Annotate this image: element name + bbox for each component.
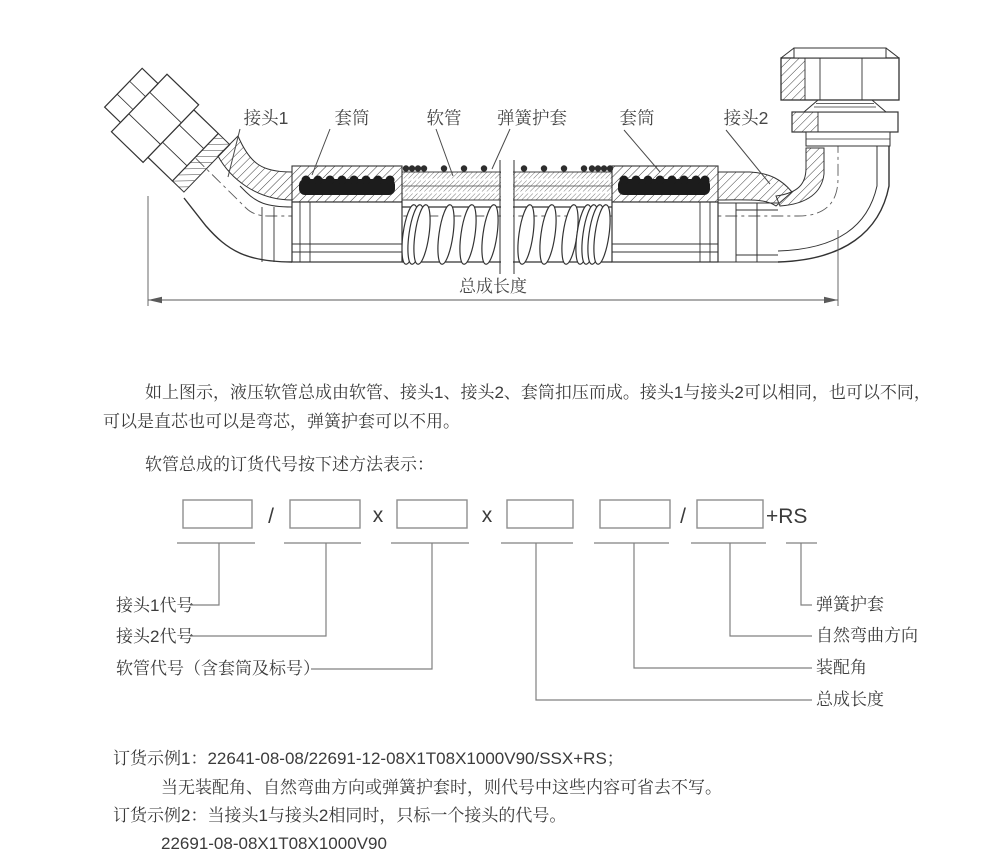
order-examples xyxy=(113,749,722,853)
example2-line: 订货示例2：当接头1与接头2相同时，只标一个接头的代号。 xyxy=(113,806,567,825)
left-fitting-joint1 xyxy=(96,59,292,262)
intro-line1: 如上图示，液压软管总成由软管、接头1、接头2、套筒扣压而成。接头1与接头2可以相同，也可以不同， xyxy=(145,383,931,402)
separator-slash2: / xyxy=(680,505,686,528)
label-joint1-code: 接头1代号 xyxy=(116,596,194,615)
label-joint2-code: 接头2代号 xyxy=(116,627,194,646)
callout-joint1: 接头1 xyxy=(243,108,289,128)
right-fitting-cone xyxy=(804,100,886,112)
callout-sleeve-right: 套筒 xyxy=(619,108,655,128)
intro-paragraph xyxy=(103,383,931,474)
sleeve-left-section xyxy=(292,166,402,202)
leader-bend xyxy=(730,543,812,636)
label-spring-guard: 弹簧护套 xyxy=(816,595,884,614)
dimension-arrow-left xyxy=(148,297,162,303)
code-intro-line: 软管总成的订货代号按下述方法表示： xyxy=(145,455,434,474)
code-box-joint2 xyxy=(290,500,360,528)
left-fitting-outer-curve xyxy=(184,198,292,262)
sleeve-right-section xyxy=(612,166,718,202)
leader-angle xyxy=(634,543,812,668)
code-box-length xyxy=(507,500,573,528)
label-hose-code: 软管代号（含套筒及标号） xyxy=(116,659,320,678)
callout-joint2: 接头2 xyxy=(723,108,769,128)
left-pipe-steps xyxy=(262,207,274,262)
callout-spring-guard: 弹簧护套 xyxy=(497,108,567,128)
example2-code: 22691-08-08X1T08X1000V90 xyxy=(161,834,387,853)
code-box-joint1 xyxy=(183,500,252,528)
right-fitting-joint2 xyxy=(718,48,899,262)
callout-hose: 软管 xyxy=(426,108,462,128)
separator-x2: x xyxy=(481,504,493,527)
separator-slash1: / xyxy=(268,505,274,528)
right-fitting-vertical-wall xyxy=(776,148,824,206)
callout-sleeve-left: 套筒 xyxy=(334,108,370,128)
right-pipe-segment xyxy=(718,203,778,262)
leader-spring xyxy=(801,543,812,605)
leader-joint1 xyxy=(190,543,219,605)
leader-joint2 xyxy=(190,543,326,636)
hose-assembly-drawing xyxy=(96,48,899,306)
order-code-diagram xyxy=(116,500,918,709)
sleeve-right-external xyxy=(612,202,718,262)
label-bend-direction: 自然弯曲方向 xyxy=(816,626,918,645)
example1-note: 当无装配角、自然弯曲方向或弹簧护套时，则代号中这些内容可省去不写。 xyxy=(161,778,722,797)
right-fitting-flange-section xyxy=(792,112,818,132)
intro-line2: 可以是直芯也可以是弯芯，弹簧护套可以不用。 xyxy=(103,412,460,431)
leader-hose xyxy=(311,543,432,669)
leader-length xyxy=(536,543,812,700)
label-assembly-length: 总成长度 xyxy=(816,690,884,709)
dimension-label: 总成长度 xyxy=(459,277,527,296)
right-fitting-hex-top xyxy=(794,48,886,58)
dimension-arrow-right xyxy=(824,297,838,303)
right-fitting-hex-section xyxy=(781,58,805,100)
code-box-bend xyxy=(697,500,763,528)
example1-line: 订货示例1：22641-08-08/22691-12-08X1T08X1000V90/SSX+RS； xyxy=(113,749,624,768)
code-box-hose xyxy=(397,500,467,528)
separator-rs: +RS xyxy=(766,505,808,528)
label-assembly-angle: 装配角 xyxy=(816,658,867,677)
separator-x1: x xyxy=(372,504,384,527)
break-lines xyxy=(500,160,514,274)
sleeve-left-external xyxy=(292,202,402,262)
code-box-angle xyxy=(600,500,670,528)
